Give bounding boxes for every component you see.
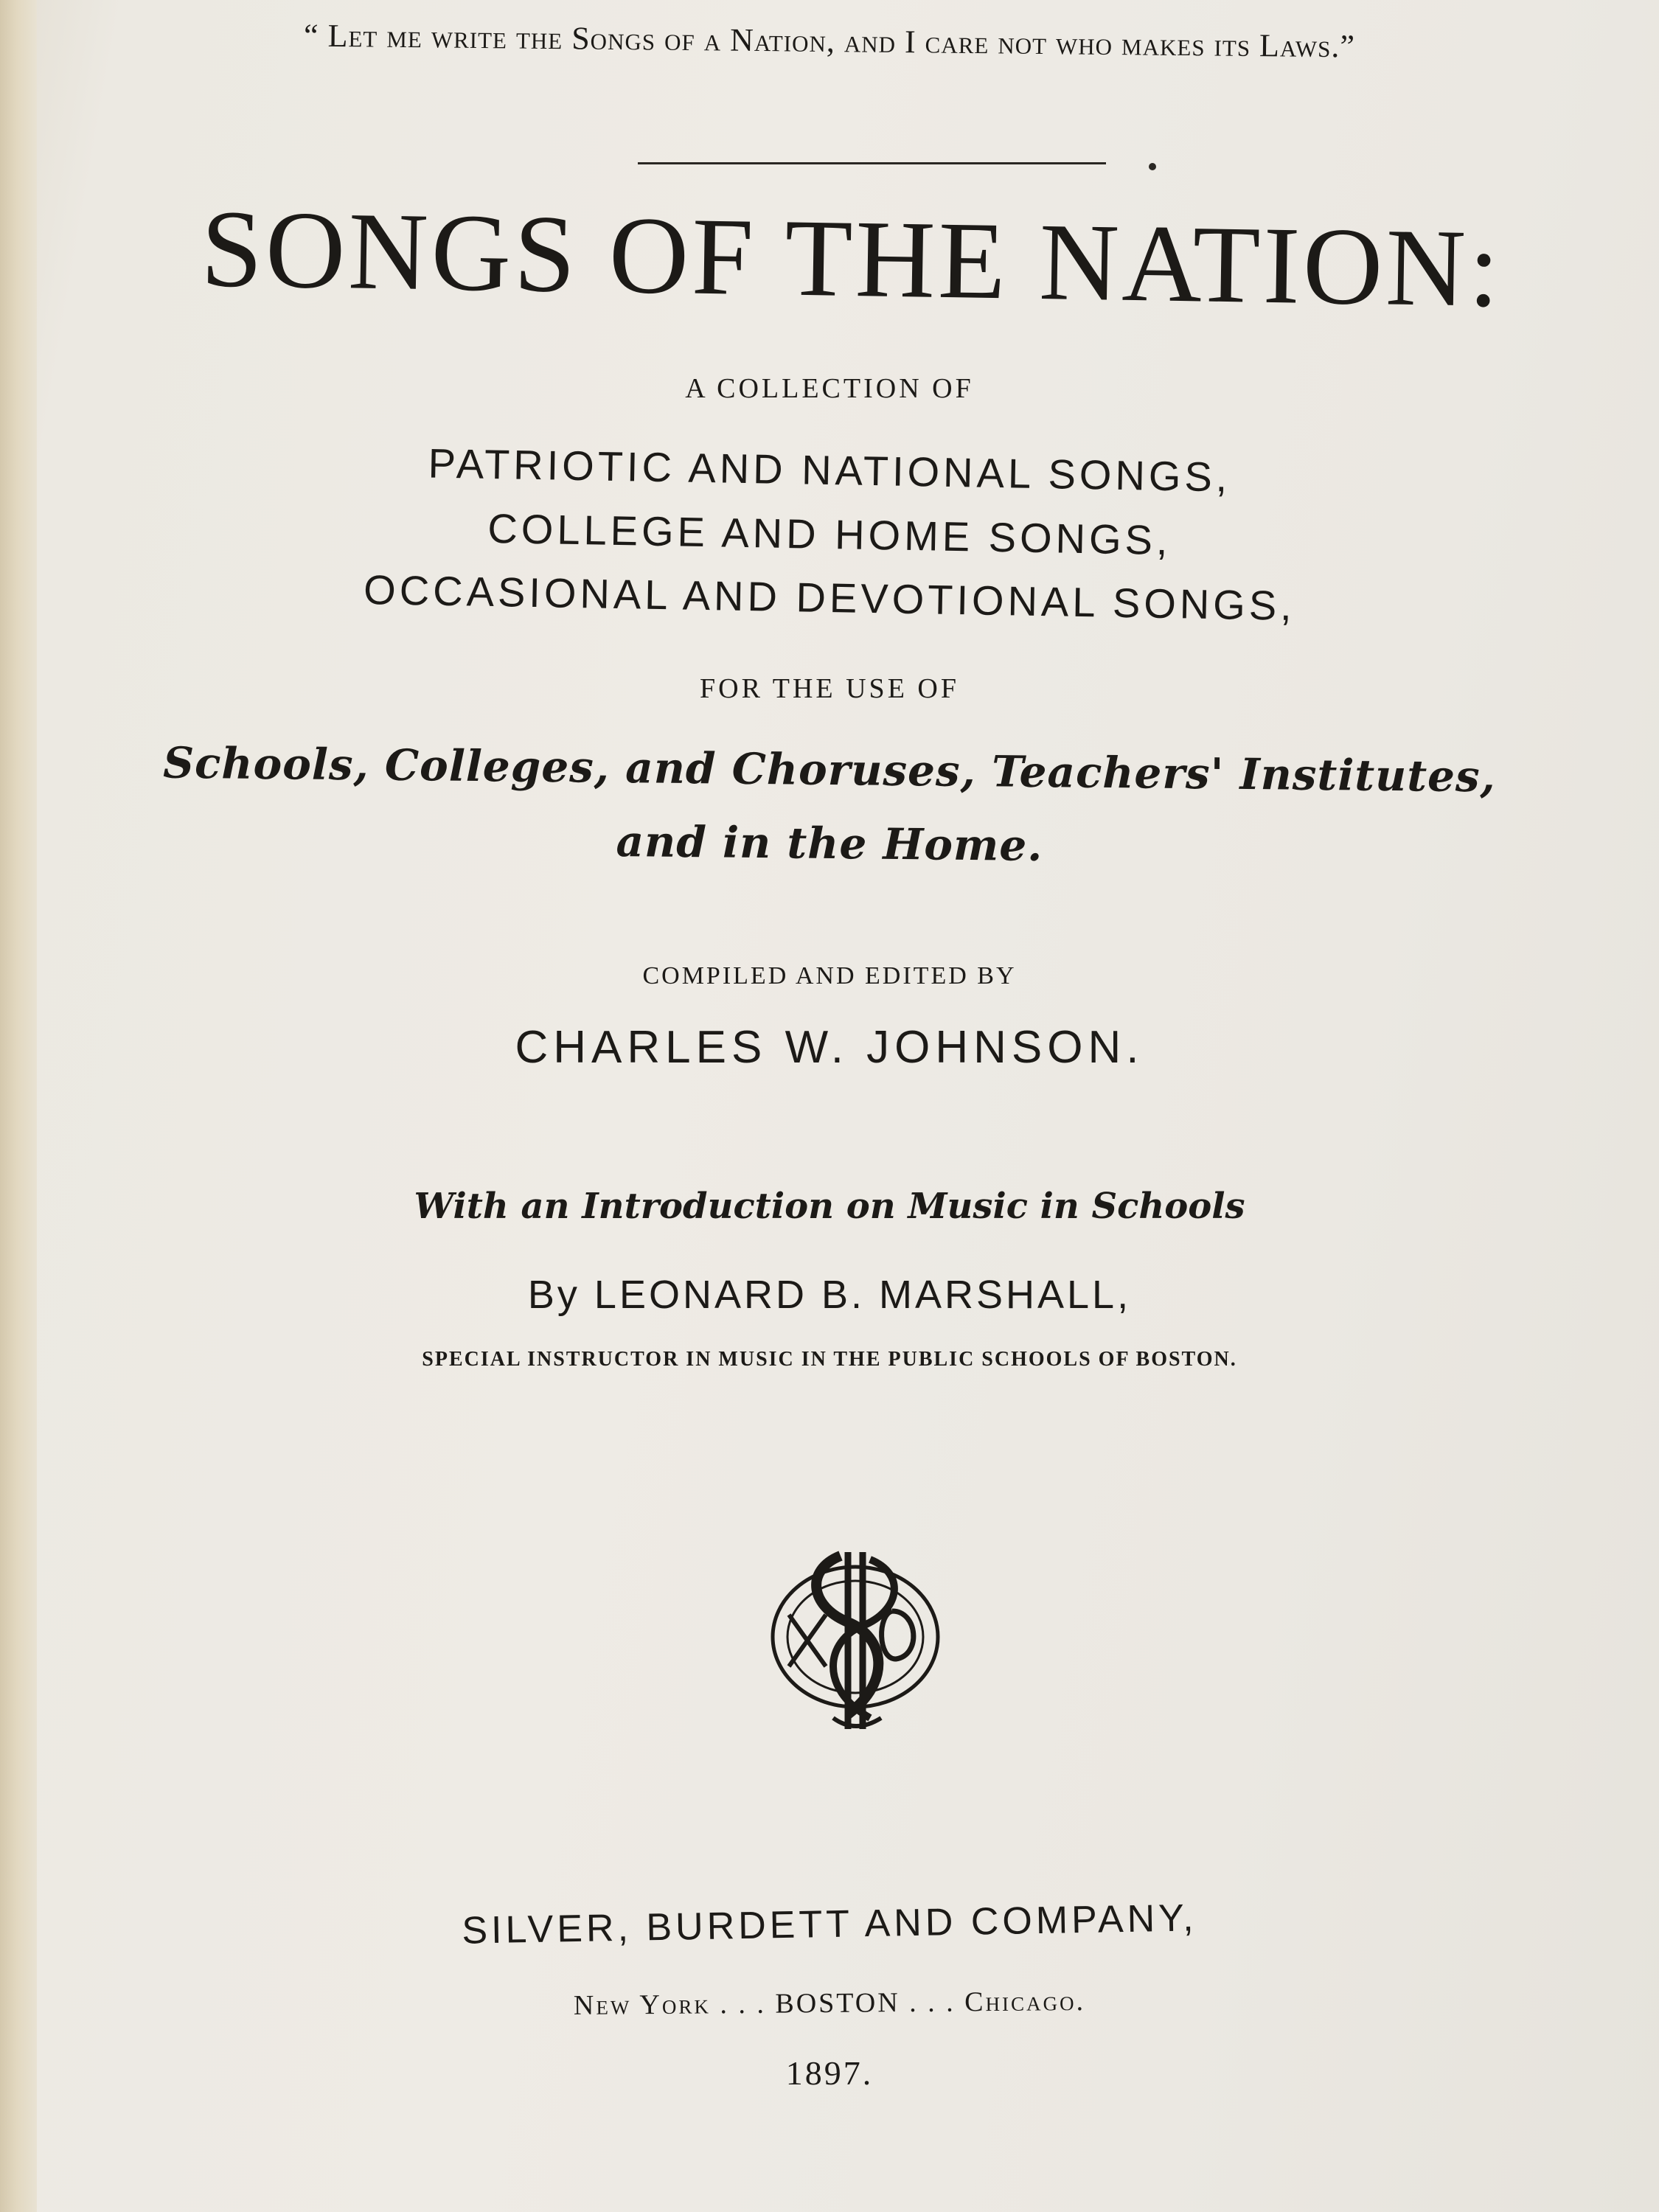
compiled-label: COMPILED AND EDITED BY: [642, 962, 1017, 990]
audience-line: Schools, Colleges, and Choruses, Teachers' Institutes,: [162, 737, 1497, 802]
publication-year: 1897.: [785, 2054, 874, 2092]
subtitle-intro: A COLLECTION OF: [685, 373, 974, 404]
song-type-line: PATRIOTIC AND NATIONAL SONGS,: [428, 439, 1231, 501]
introduction-author-role: SPECIAL INSTRUCTOR IN MUSIC IN THE PUBLIC SCHOOLS OF BOSTON.: [422, 1348, 1237, 1371]
page-edge: [0, 0, 37, 2212]
book-title: SONGS OF THE NATION:: [200, 187, 1503, 330]
divider-rule: [638, 162, 1106, 164]
introduction-author: By LEONARD B. MARSHALL,: [527, 1273, 1132, 1317]
introduction-line: With an Introduction on Music in Schools: [414, 1186, 1245, 1227]
song-type-line: OCCASIONAL AND DEVOTIONAL SONGS,: [363, 566, 1296, 630]
publisher-cities: New York . . . BOSTON . . . Chicago.: [573, 1985, 1086, 2022]
song-type-line: COLLEGE AND HOME SONGS,: [487, 504, 1172, 564]
motto: “ Let me write the Songs of a Nation, and I care not who makes its Laws.”: [303, 17, 1356, 65]
for-use-label: FOR THE USE OF: [700, 673, 959, 704]
publisher-monogram-icon: [759, 1541, 951, 1740]
editor-name: CHARLES W. JOHNSON.: [515, 1022, 1144, 1073]
divider-dot: [1149, 163, 1156, 170]
publisher-name: SILVER, BURDETT AND COMPANY,: [461, 1896, 1198, 1952]
audience-line: and in the Home.: [616, 815, 1043, 872]
